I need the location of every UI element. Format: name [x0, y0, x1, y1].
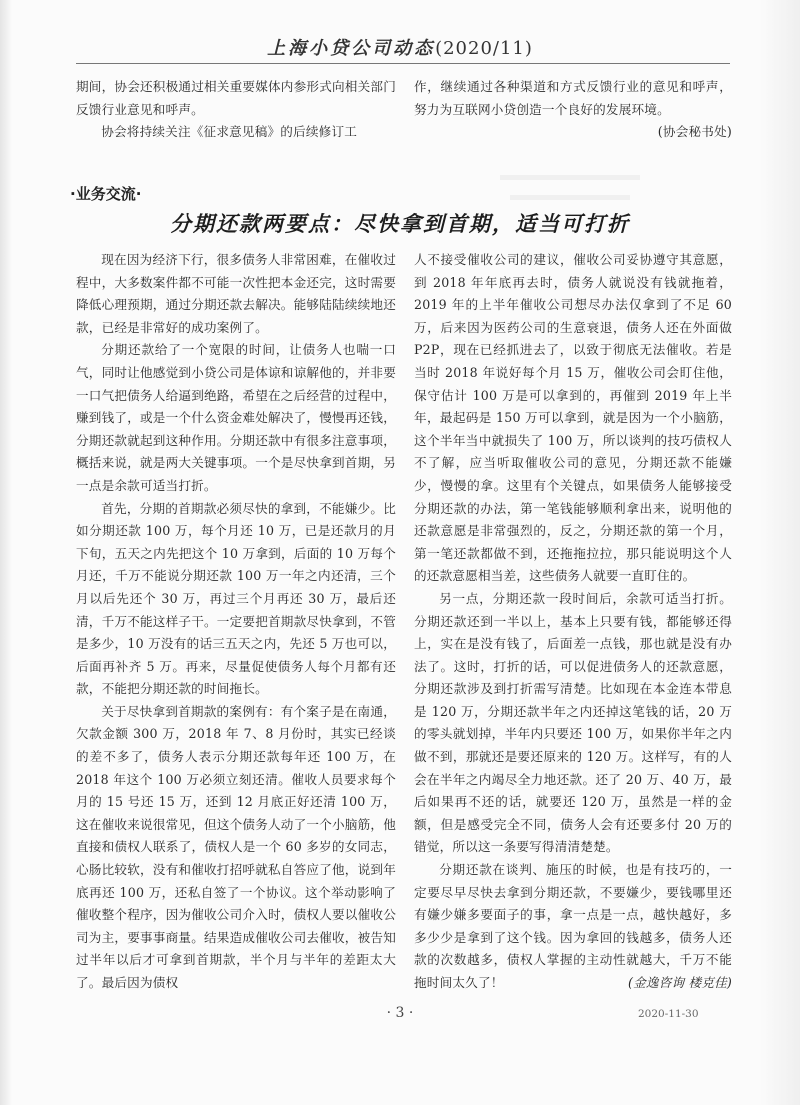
section-label: ·业务交流· — [70, 185, 142, 203]
article-left-column — [76, 249, 396, 995]
paragraph: 首先，分期的首期款必须尽快的拿到，不能嫌少。比如分期还款 100 万，每个月还 10 万，已是还款月的月下旬，五天之内先把这个 10 万拿到，后面的 10 万每个月还，千万不能说分期还款 100 万一年之内还清，三个月以后先还个 30 万，再过三个月再还 30 万，最后还清，千万不能这样子干。一定要把首期款尽快拿到，不管是多少，10 万没有的话三五天之内，先还 5 万也可以，后面再补齐 5 万。再来，尽量促使债务人每个月都有还款，不能把分期还款的时间拖长。 — [76, 500, 396, 697]
paragraph: 现在因为经济下行，很多债务人非常困难，在催收过程中，大多数案件都不可能一次性把本金还完，这时需要降低心理预期，通过分期还款去解决。能够陆陆续续地还款，已经是非常好的成功案例了。 — [76, 252, 396, 335]
page-edge-shadow-left — [0, 0, 12, 1105]
previous-article-right-column — [414, 76, 732, 144]
previous-article-signature: (协会秘书处) — [657, 124, 732, 140]
previous-article-left-column — [76, 76, 396, 144]
page-number: · 3 · — [386, 1005, 414, 1021]
bleed-through-mark — [510, 195, 630, 200]
bleed-through-mark — [500, 175, 640, 180]
publication-name: 上海小贷公司动态 — [267, 38, 436, 59]
paragraph: 关于尽快拿到首期款的案例有：有个案子是在南通，欠款金额 300 万，2018 年 7、8 月份时，其实已经谈的差不多了，债务人表示分期还款每年还 100 万，在 2018 年这个 100 万必须立刻还清。催收人员要求每个月的 15 号还 15 万，还到 12 月底正好还清 100 万，这在催收来说很常见，但这个债务人动了一个小脑筋，他直接和债权人联系了，债权人是一个 60 多岁的女同志，心肠比较软，没有和催收打招呼就私自答应了他，说到年底再还 100 万，还私自签了一个协议。这个举动影响了催收整个程序，因为催收公司介入时，债权人要以催收公司为主，要事事商量。结果造成催收公司去催收，被告知过半年以后才可拿到首期款，半个月与半年的差距太大了。最后因为债权 — [76, 703, 396, 990]
print-date: 2020-11-30 — [638, 1008, 699, 1020]
paragraph: 作，继续通过各种渠道和方式反馈行业的意见和呼声，努力为互联网小贷创造一个良好的发展环境。 — [414, 79, 732, 117]
paragraph: 分期还款给了一个宽限的时间，让债务人也喘一口气，同时让他感觉到小贷公司是体谅和谅解他的，并非要一口气把债务人给逼到绝路，希望在之后经营的过程中，赚到钱了，或是一个什么资金难处解决了，慢慢再还钱，分期还款就起到这种作用。分期还款中有很多注意事项，概括来说，就是两大关键事项。一个是尽快拿到首期，另一点是余款可适当打折。 — [76, 342, 396, 493]
paragraph: 另一点，分期还款一段时间后，余款可适当打折。分期还款还到一半以上，基本上只要有钱，都能够还得上，实在是没有钱了，后面差一点钱，那也就是没有办法了。这时，打折的话，可以促进债务人的还款意愿，分期还款涉及到打折需写清楚。比如现在本金连本带息是 120 万，分期还款半年之内还掉这笔钱的话，20 万的零头就划掉，半年内只要还 100 万，如果你半年之内做不到，那就还是要还原来的 120 万。这样写，有的人会在半年之内竭尽全力地还款。还了 20 万、40 万，最后如果再不还的话，就要还 120 万，虽然是一样的金额，但是感受完全不同，债务人会有还要多付 20 万的错觉，所以这一条要写得清清楚楚。 — [414, 590, 732, 855]
paragraph: 期间，协会还积极通过相关重要媒体内参形式向相关部门反馈行业意见和呼声。 — [76, 79, 396, 117]
paragraph-with-byline — [414, 859, 732, 995]
header-rule — [76, 63, 730, 64]
article-right-column — [414, 249, 732, 995]
paragraph: 人不接受催收公司的建议，催收公司妥协遵守其意愿，到 2018 年年底再去时，债务人就说没有钱就拖着，2019 年的上半年催收公司想尽办法仅拿到了不足 60 万，后来因为医药公司的生意衰退，债务人还在外面做 P2P，现在已经抓进去了，以致于彻底无法催收。若是当时 2018 年说好每个月 15 万，催收公司会盯住他，保守估计 100 万是可以拿到的，再催到 2019 年上半年，最起码是 150 万可以拿到，就是因为一个小脑筋，这个半年当中就损失了 100 万，所以谈判的技巧债权人不了解，应当听取催收公司的意见，分期还款不能嫌少，慢慢的拿。这里有个关键点，如果债务人能够接受分期还款的办法，第一笔钱能够顺利拿出来，说明他的还款意愿是非常强烈的，反之，分期还款的第一个月，第一笔还款都做不到，还拖拖拉拉，那只能说明这个人的还款意愿相当差，这些债务人就要一直盯住的。 — [414, 252, 732, 584]
paragraph-text: 分期还款在谈判、施压的时候，也是有技巧的，一定要尽早尽快去拿到分期还款，不要嫌少，要钱哪里还有嫌少嫌多要面子的事，拿一点是一点，越快越好，多多少少是拿到了这个钱。因为拿回的钱越多，债务人还款的次数越多，债权人掌握的主动性就越大，千万不能拖时间太久了！ — [414, 862, 732, 990]
paragraph: 协会将持续关注《征求意见稿》的后续修订工 — [101, 124, 358, 140]
article-byline: (金逸咨询 楼克佳) — [628, 975, 732, 990]
running-header — [0, 34, 800, 60]
page-edge-shadow-right — [760, 0, 800, 1105]
issue-number: (2020/11) — [435, 38, 533, 59]
article-title: 分期还款两要点：尽快拿到首期，适当可打折 — [170, 212, 630, 236]
